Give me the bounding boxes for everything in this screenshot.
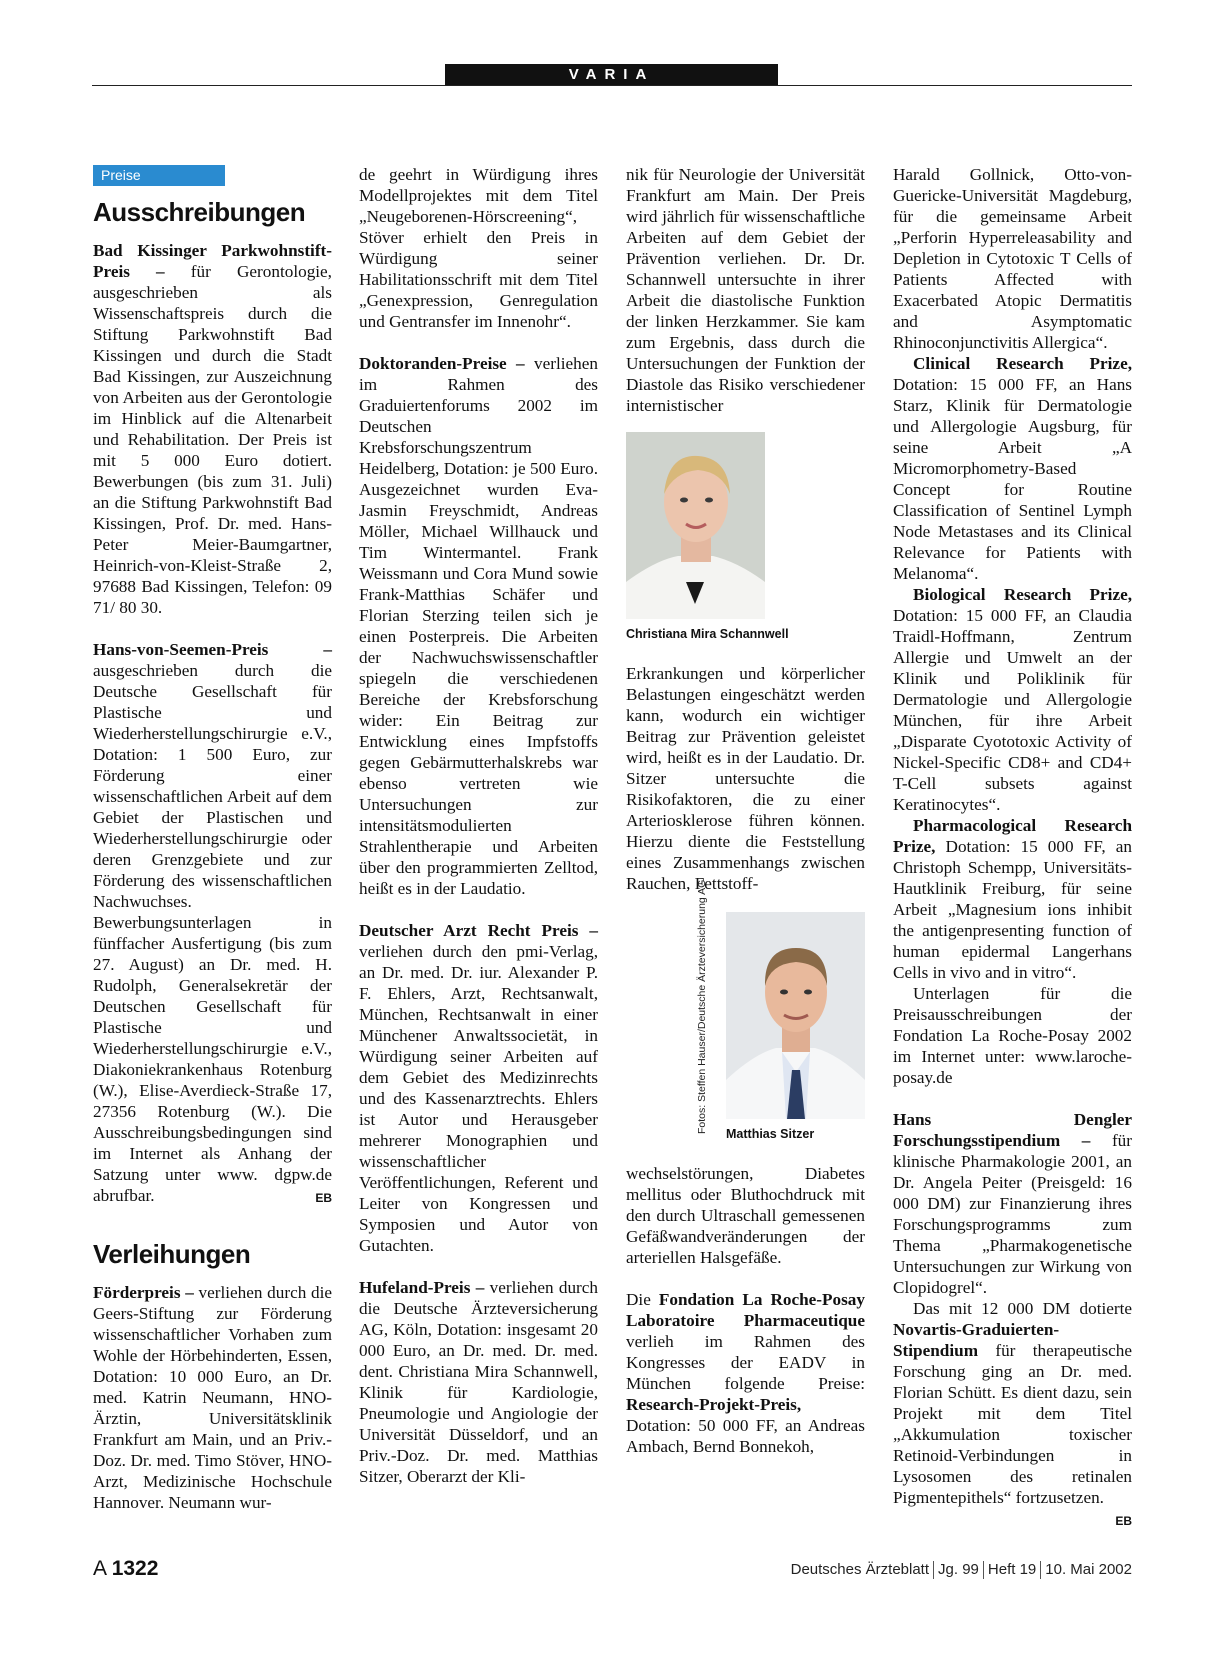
paragraph: wechselstörungen, Diabetes mellitus oder Bluthochdruck mit den durch Ultraschall gemessenen Gefäßwandveränderungen der arteriellen Halsgefäße. — [626, 1164, 865, 1267]
journal-date: 10. Mai 2002 — [1045, 1561, 1132, 1578]
paragraph — [893, 584, 1132, 815]
paragraph: Erkrankungen und körperlicher Belastungen eingeschätzt werden kann, wodurch ein wichtiger Beitrag zur Prävention geleistet wird, heißt es in der Laudatio. Dr. Sitzer untersuchte die Risikofaktoren, die zu einer Arteriosklerose führen können. Hierzu diente die Feststellung eines Zusammenhangs zwischen Rauchen, Fettstoff- — [626, 664, 865, 893]
divider — [933, 1561, 934, 1579]
prize-name: Research-Projekt-Preis, — [626, 1395, 802, 1414]
prize-name: Doktoranden-Preise – — [359, 354, 525, 373]
photo-credit-text: Fotos: Steffen Hauser/Deutsche Ärzteversicherung AG — [696, 879, 708, 1134]
paragraph-text: verliehen durch die Deutsche Ärzteversicherung AG, Köln, Dotation: insgesamt 20 000 Euro, an Dr. med. Dr. med. dent. Christiana Mira Schannwell, Klinik für Kardiologie, Pneumologie und Angiologie der Universität Düsseldorf, und an Priv.-Doz. Dr. med. Matthias Sitzer, Oberarzt der Kli- — [359, 1278, 599, 1486]
category-tag: Preise — [93, 165, 225, 186]
paragraph-text: Dotation: 15 000 FF, an Hans Starz, Klinik für Dermatologie und Allergologie Augsburg, für seine Arbeit „A Micromorphometry-Based Concept for Routine Classification of Sentinel Lymph Node Metastases and its Clinical Relevance for Patients with Melanoma“. — [893, 375, 1132, 583]
portrait-photo-sitzer — [726, 912, 865, 1119]
heading-ausschreibungen: Ausschreibungen — [93, 197, 306, 227]
photo-credit — [692, 879, 708, 1134]
portrait-photo-schannwell — [626, 432, 765, 619]
paragraph-text: verliehen durch den pmi-Verlag, an Dr. med. Dr. iur. Alexander P. F. Ehlers, Arzt, Rechtsanwalt, München, Rechtsanwalt in einer Münchener Anwaltssocietät, in Würdigung seiner Arbeiten auf dem Gebiet des Medizinrechts und des Kassenarztrechts. Ehlers ist Autor und Herausgeber mehrerer Monographien und wissenschaftlicher Veröffentlichungen, Referent und Leiter von Kongressen und Symposien und Autor von Gutachten. — [359, 942, 598, 1255]
author-initials: EB — [315, 1191, 332, 1205]
author-initials: EB — [1115, 1514, 1132, 1528]
column-4 — [893, 164, 1132, 1532]
paragraph — [359, 920, 598, 1256]
paragraph — [93, 1282, 332, 1513]
section-label: VARIA — [445, 64, 778, 85]
journal-issue: Heft 19 — [987, 1561, 1037, 1578]
paragraph: Unterlagen für die Preisausschreibungen der Fondation La Roche-Posay 2002 im Internet unter: www.laroche-posay.de — [893, 984, 1132, 1087]
page-number — [93, 1557, 158, 1581]
paragraph-text: Dotation: 15 000 FF, an Christoph Schempp, Universitäts-Hautklinik Freiburg, für seine Arbeit „Magnesium ions inhibit the antigenpresenting function of human epidermal Langerhans Cells in vivo and in vitro“. — [893, 837, 1132, 982]
divider — [1040, 1561, 1041, 1579]
prize-name: Clinical Research Prize, — [913, 354, 1132, 373]
prize-name: Hans Dengler Forschungsstipendium – — [893, 1110, 1132, 1150]
prize-name: Förderpreis – — [93, 1283, 194, 1302]
column-2 — [359, 164, 598, 1487]
prize-name: Pharmacological Research Prize, — [893, 816, 1132, 856]
paragraph — [93, 639, 332, 1206]
paragraph-text: Dotation: 50 000 FF, an Andreas Ambach, Bernd Bonnekoh, — [626, 1416, 865, 1456]
paragraph — [93, 240, 332, 618]
organization-name: Fondation La Roche-Posay Laboratoire Pharmaceutique — [626, 1290, 865, 1330]
header-rule — [92, 85, 1132, 86]
portrait-illustration — [726, 912, 865, 1119]
paragraph-text: Das mit 12 000 DM dotierte — [913, 1299, 1132, 1318]
photo-block-sitzer — [626, 879, 865, 1145]
paragraph: de geehrt in Würdigung ihres Modellprojektes mit dem Titel „Neugeborenen-Hörscreening“, Stöver erhielt den Preis in Würdigung seiner Habilitationsschrift mit dem Titel „Genexpression, Genregulation und Gentransfer im Innenohr“. — [359, 165, 598, 331]
prize-name: Hufeland-Preis – — [359, 1278, 485, 1297]
paragraph-text: Dotation: 15 000 FF, an Claudia Traidl-Hoffmann, Zentrum Allergie und Umwelt an der Klinik und Poliklinik für Dermatologie und Allergologie München, für ihre Arbeit „Disparate Cyototoxic Activity of Nickel-Specific CD8+ and CD4+ T-Cell subsets against Keratinocytes“. — [893, 606, 1132, 814]
prize-name: Biological Research Prize, — [913, 585, 1132, 604]
prize-name: Bad Kissinger Parkwohnstift-Preis – — [93, 241, 332, 281]
page-number-value: 1322 — [111, 1557, 159, 1580]
prize-name: Novartis-Graduierten-Stipendium — [893, 1320, 1060, 1360]
paragraph: nik für Neurologie der Universität Frankfurt am Main. Der Preis wird jährlich für wissenschaftliche Arbeiten auf dem Gebiet der Prävention verliehen. Dr. Dr. Schannwell untersuchte in ihrer Arbeit die diastolische Funktion der linken Herzkammer. Sie kam zum Ergebnis, dass durch die Untersuchungen der Funktion der Diastole das Risiko verschiedener internistischer — [626, 165, 865, 415]
column-1 — [93, 164, 332, 1513]
paragraph: Harald Gollnick, Otto-von-Guericke-Universität Magdeburg, für die gemeinsame Arbeit „Perforin Hyperreleasability and Depletion in Cytotoxic T Cells of Patients Affected with Exacerbated Atopic Dermatitis and Asymptomatic Rhinoconjunctivitis Allergica“. — [893, 165, 1132, 352]
paragraph — [893, 1109, 1132, 1298]
journal-info — [791, 1561, 1132, 1579]
journal-volume: Jg. 99 — [938, 1561, 979, 1578]
prize-name: Deutscher Arzt Recht Preis – — [359, 921, 598, 940]
paragraph-text: ausgeschrieben durch die Deutsche Gesellschaft für Plastische und Wiederherstellungschirurgie e.V., Dotation: 1 500 Euro, zur Förderung einer wissenschaftlichen Arbeit auf dem Gebiet der Plastischen und Wiederherstellungschirurgie oder deren Grenzgebiete und zur Förderung des wissenschaftlichen Nachwuchses. Bewerbungsunterlagen in fünffacher Ausfertigung (bis zum 27. August) an Dr. med. H. Rudolph, Generalsekretär der Deutschen Gesellschaft für Plastische und Wiederherstellungschirurgie e.V., Diakoniekrankenhaus Rotenburg (W.), Elise-Averdieck-Straße 17, 27356 Rotenburg (W.). Die Ausschreibungsbedingungen sind im Internet als Anhang der Satzung unter www. dgpw.de abrufbar. — [93, 661, 332, 1205]
page-prefix: A — [93, 1557, 106, 1580]
paragraph — [893, 815, 1132, 983]
paragraph — [893, 1298, 1132, 1528]
paragraph — [626, 1289, 865, 1457]
photo-caption: Christiana Mira Schannwell — [626, 627, 789, 641]
paragraph-text: für Gerontologie, ausgeschrieben als Wissenschaftspreis durch die Stiftung Parkwohnstift Bad Kissingen und durch die Stadt Bad Kissingen, zur Auszeichnung von Arbeiten aus der Gerontologie im Hinblick auf die Altenarbeit und Rehabilitation. Der Preis ist mit 5 000 Euro dotiert. Bewerbungen (bis zum 31. Juli) an die Stiftung Parkwohnstift Bad Kissingen, Prof. Dr. med. Hans-Peter Meier-Baumgartner, Heinrich-von-Kleist-Straße 2, 97688 Bad Kissingen, Telefon: 09 71/ 80 30. — [93, 262, 332, 617]
column-3 — [626, 164, 865, 1457]
portrait-illustration — [626, 432, 765, 619]
divider — [983, 1561, 984, 1579]
paragraph-text: verliehen im Rahmen des Graduiertenforums 2002 im Deutschen Krebsforschungszentrum Heidelberg, Dotation: je 500 Euro. Ausgezeichnet wurden Eva-Jasmin Freyschmidt, Andreas Möller, Michael Willhauck und Tim Wintermantel. Frank Weissmann und Cora Mund sowie Frank-Matthias Schäfer und Florian Sterzing teilen sich je einen Posterpreis. Die Arbeiten der Nachwuchswissenschaftler spiegeln die verschiedenen Bereiche der Krebsforschung wider: Ein Beitrag zur Entwicklung eines Impfstoffs gegen Gebärmutterhalskrebs war ebenso vertreten wie Untersuchungen zur intensitätsmodulierten Strahlentherapie und Arbeiten über den programmierten Zelltod, heißt es in der Laudatio. — [359, 354, 598, 898]
paragraph-text: für klinische Pharmakologie 2001, an Dr. Angela Peiter (Preisgeld: 16 000 DM) zur Finanzierung ihres Forschungsprogramms zum Thema „Pharmakogenetische Untersuchungen zur Wirkung von Clopidogrel“. — [893, 1131, 1132, 1297]
photo-caption: Matthias Sitzer — [726, 1127, 815, 1141]
prize-name: Hans-von-Seemen-Preis – — [93, 640, 332, 659]
journal-name: Deutsches Ärzteblatt — [790, 1561, 930, 1578]
paragraph-text: für therapeutische Forschung ging an Dr. med. Florian Schütt. Es dient dazu, sein Projekt mit dem Titel „Akkumulation toxischer Retinoid-Verbindungen in Lysosomen des retinalen Pigmentepithels“ fortzusetzen. — [893, 1341, 1132, 1507]
paragraph — [893, 353, 1132, 584]
paragraph-text: Die — [626, 1290, 659, 1309]
heading-verleihungen: Verleihungen — [93, 1239, 251, 1269]
paragraph-text: verliehen durch die Geers-Stiftung zur Förderung wissenschaftlicher Vorhaben zum Wohle der Hörbehinderten, Essen, Dotation: 10 000 Euro, an Dr. med. Katrin Neumann, HNO-Ärztin, Universitätsklinik Frankfurt am Main, und an Priv.-Doz. Dr. med. Timo Stöver, HNO-Arzt, Medizinische Hochschule Hannover. Neumann wur- — [93, 1283, 332, 1512]
paragraph-text: verlieh im Rahmen des Kongresses der EADV in München folgende Preise: — [626, 1332, 865, 1393]
paragraph — [359, 353, 598, 899]
paragraph — [359, 1277, 598, 1487]
